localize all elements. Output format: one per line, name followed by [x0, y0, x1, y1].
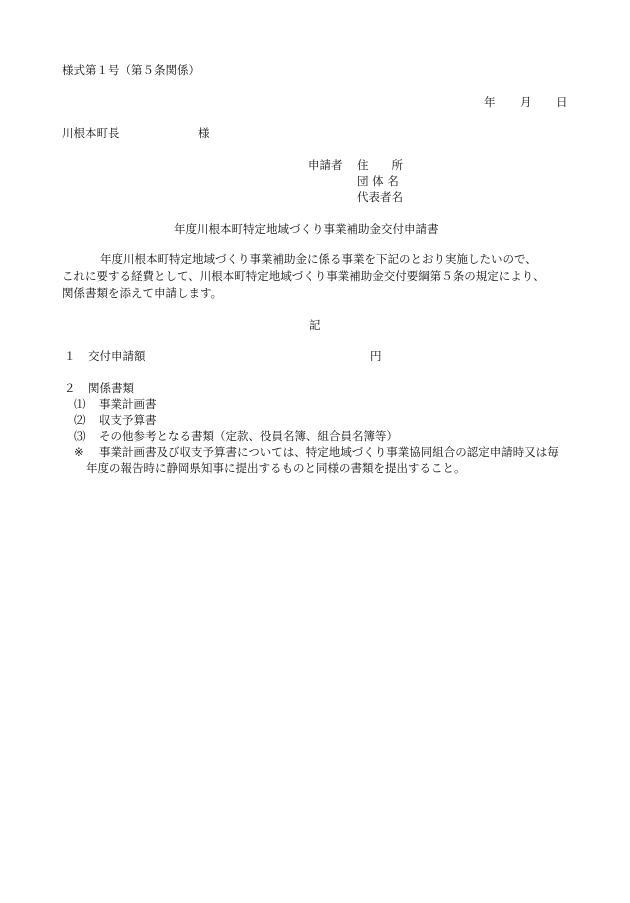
applicant-address-label: 住 所	[357, 158, 403, 172]
note-line-2: 年度の報告時に静岡県知事に提出するものと同様の書類を提出すること。	[86, 461, 466, 475]
note-marker: ※	[74, 445, 84, 459]
document-title: 年度川根本町特定地域づくり事業補助金交付申請書	[174, 222, 439, 236]
applicant-representative-label: 代表者名	[357, 190, 403, 204]
item1-number: １	[64, 349, 76, 363]
sub-item-1-text: 事業計画書	[99, 397, 157, 411]
body-line-3: 関係書類を添えて申請します。	[62, 286, 223, 300]
applicant-label: 申請者	[308, 158, 343, 172]
form-number: 様式第１号（第５条関係）	[62, 63, 200, 77]
body-line-1: 年度川根本町特定地域づくり事業補助金に係る事業を下記のとおり実施したいので、	[100, 252, 537, 266]
item1-label: 交付申請額	[88, 349, 146, 363]
note-line-1: 事業計画書及び収支予算書については、特定地域づくり事業協同組合の認定申請時又は毎	[99, 445, 559, 459]
sub-item-2-marker: ⑵	[74, 413, 86, 427]
sub-item-3-marker: ⑶	[74, 429, 86, 443]
item2-label: 関係書類	[88, 381, 134, 395]
sub-item-2-text: 収支予算書	[99, 413, 157, 427]
addressee-honorific: 様	[198, 126, 210, 140]
date-month-label: 月	[520, 95, 532, 109]
item1-unit: 円	[370, 349, 382, 363]
ki-heading: 記	[309, 318, 321, 332]
sub-item-3-text: その他参考となる書類（定款、役員名簿、組合員名簿等）	[99, 429, 398, 443]
sub-item-1-marker: ⑴	[74, 397, 86, 411]
addressee-name: 川根本町長	[62, 126, 120, 140]
applicant-organization-label: 団 体 名	[357, 174, 399, 188]
item2-number: ２	[64, 381, 76, 395]
date-year-label: 年	[484, 95, 496, 109]
date-day-label: 日	[556, 95, 568, 109]
body-line-2: これに要する経費として、川根本町特定地域づくり事業補助金交付要綱第５条の規定により、	[62, 269, 545, 283]
